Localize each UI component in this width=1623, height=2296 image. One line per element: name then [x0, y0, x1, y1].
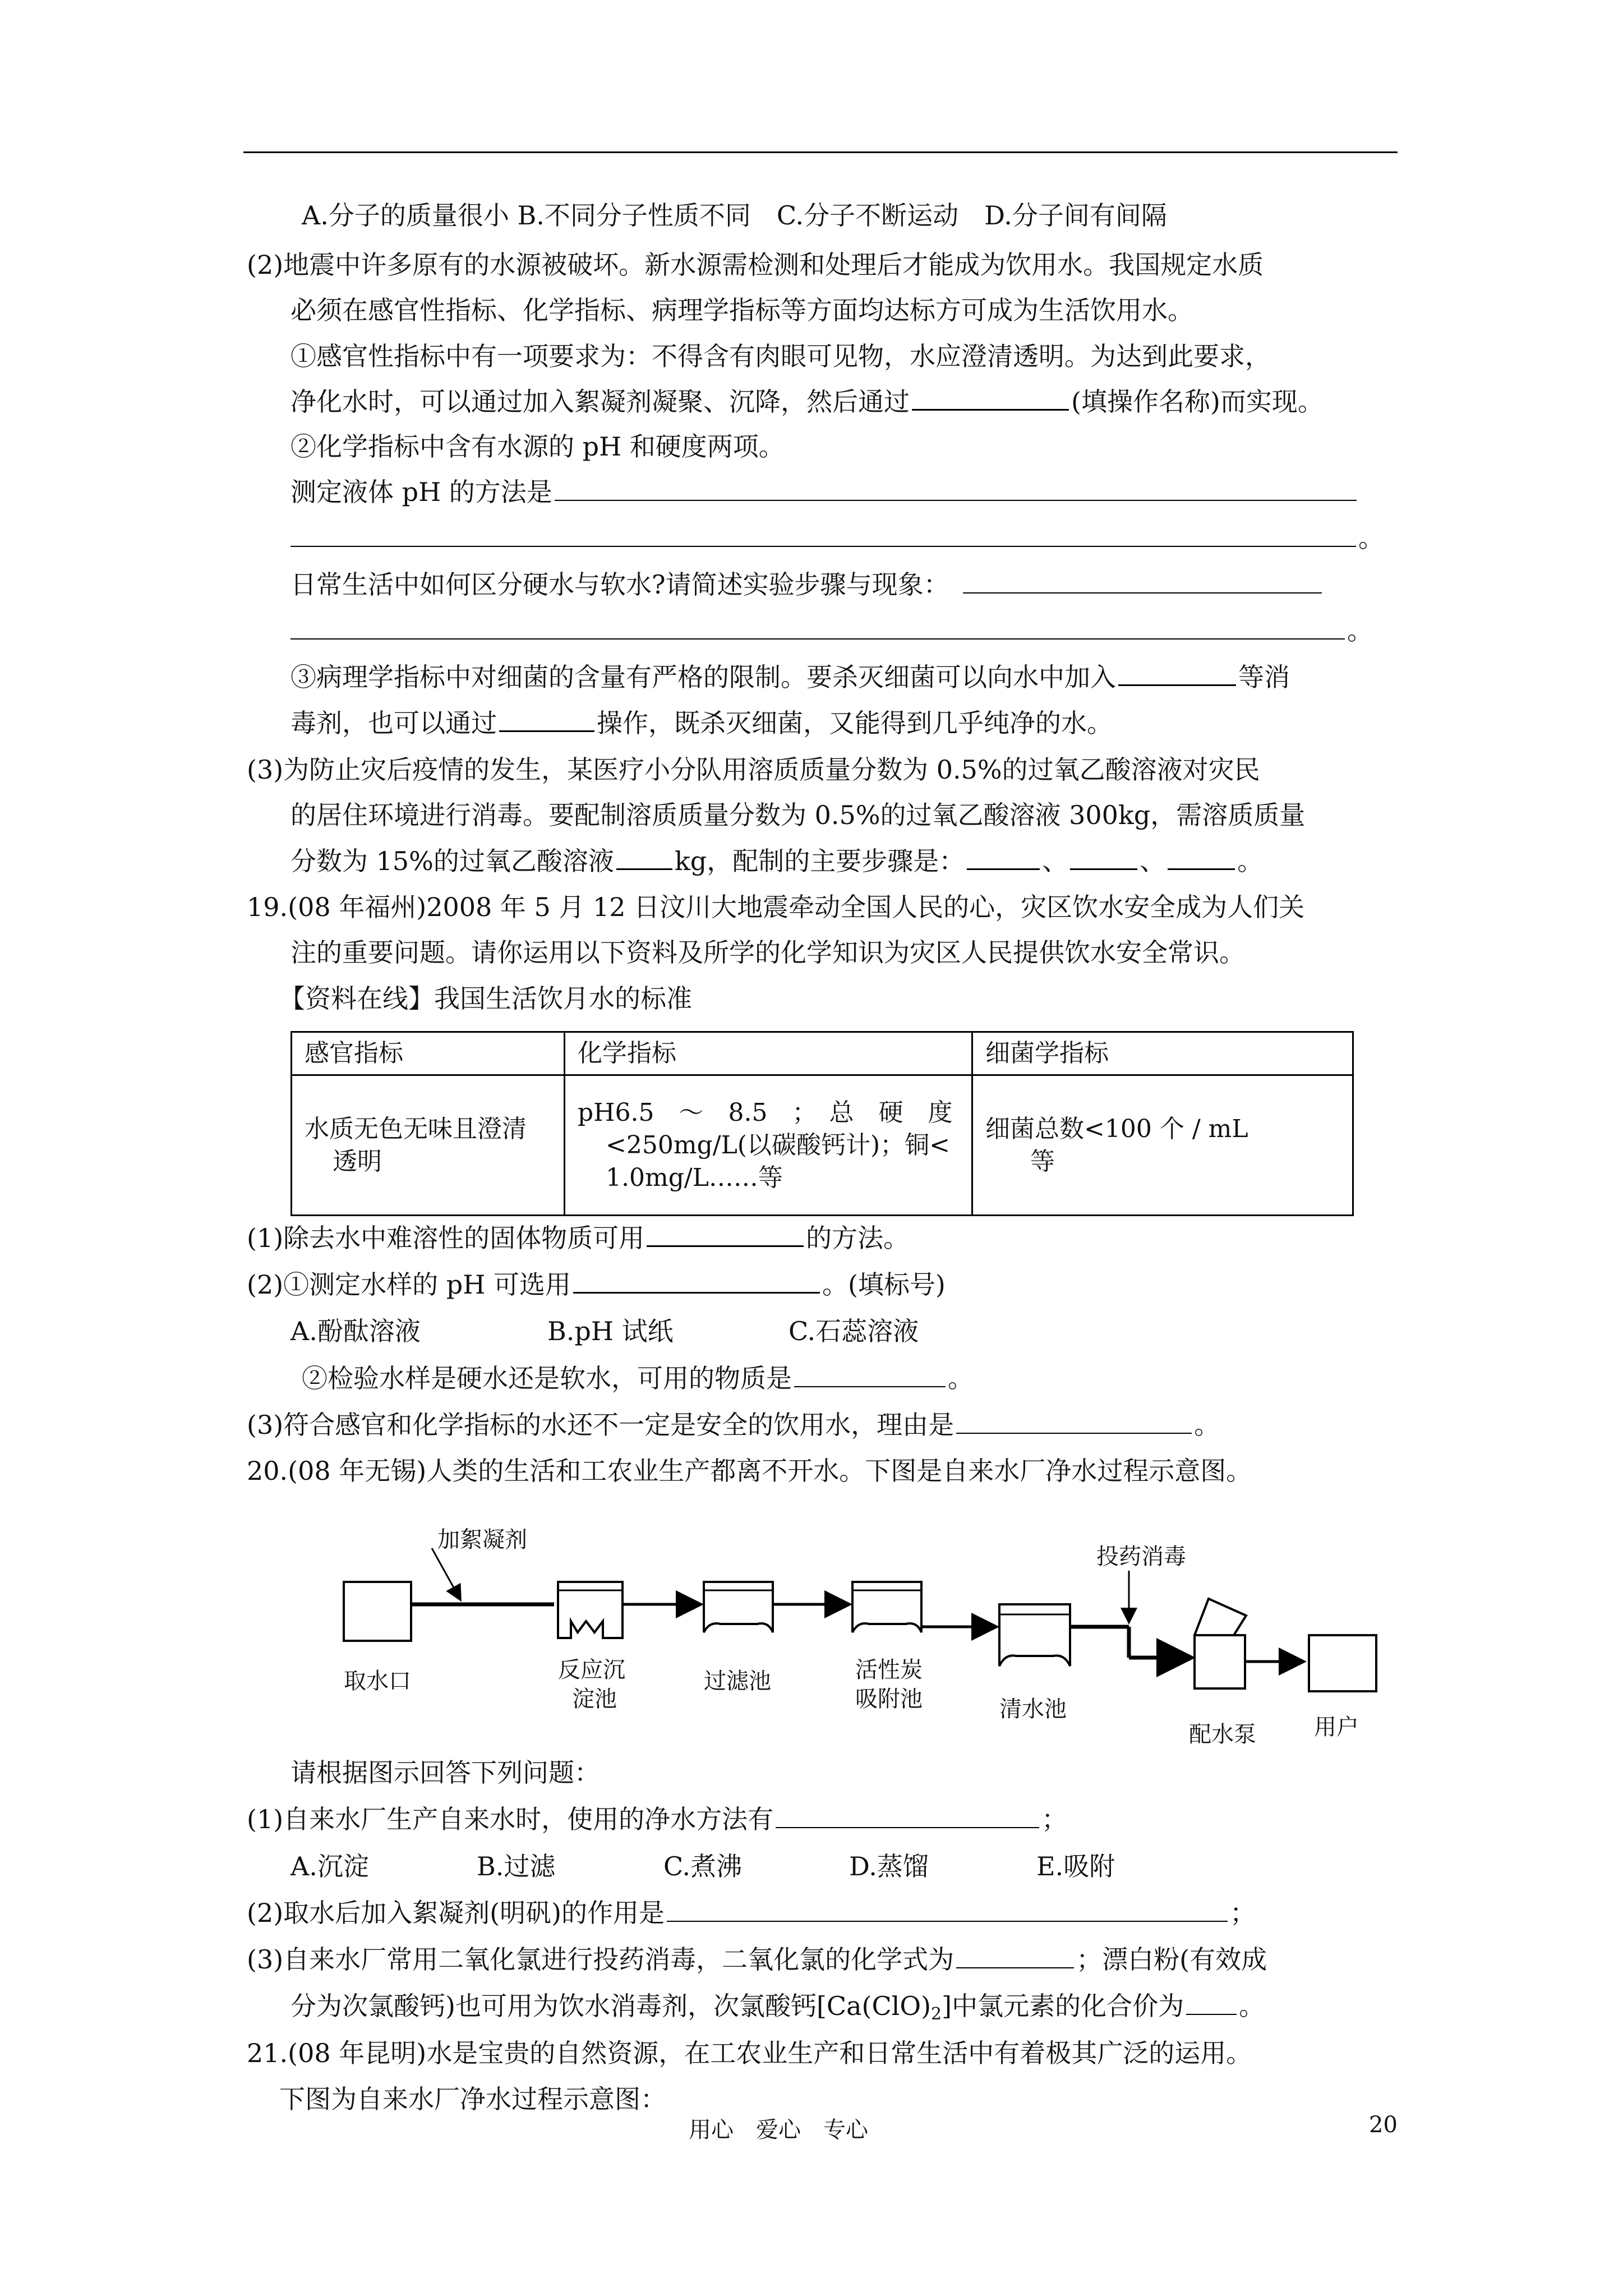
- label-carbon-1: 活性炭: [855, 1657, 923, 1683]
- q19-option-a: A.酚酞溶液: [291, 1316, 421, 1346]
- table-row: [292, 1075, 1353, 1216]
- q19-line1: 19.(08 年福州)2008 年 5 月 12 日汶川大地震牵动全国人民的心，灾区饮水安全成为人们关: [247, 892, 1305, 922]
- q20-line1: 20.(08 年无锡)人类的生活和工农业生产都离不开水。下图是自来水厂净水过程示意图。: [247, 1456, 1252, 1486]
- footer-motto: 用心 爱心 专心: [689, 2117, 868, 2143]
- label-clear: 清水池: [999, 1696, 1067, 1722]
- table-header: 感官指标: [292, 1032, 565, 1075]
- q20-option-d: D.蒸馏: [849, 1851, 929, 1881]
- q18-c2-line1: ②化学指标中含有水源的 pH 和硬度两项。: [291, 431, 785, 462]
- table-header: 化学指标: [565, 1032, 972, 1075]
- answer-blank[interactable]: [291, 522, 1356, 547]
- q18-c3-line2: 毒剂，也可以通过 操作，既杀灭细菌，又能得到几乎纯净的水。: [291, 708, 1113, 738]
- user-box: [1309, 1635, 1376, 1691]
- q18-part3-line3: 分数为 15%的过氧乙酸溶液 kg，配制的主要步骤是： 、 、 。: [291, 846, 1264, 876]
- q19-option-c: C.石蕊溶液: [789, 1316, 919, 1346]
- answer-blank[interactable]: [1118, 661, 1236, 686]
- q19-line2: 注的重要问题。请你运用以下资料及所学的化学知识为灾区人民提供饮水安全常识。: [291, 937, 1245, 968]
- answer-blank[interactable]: [956, 1409, 1192, 1434]
- flocculant-arrow: [432, 1548, 460, 1599]
- answer-blank[interactable]: [776, 1803, 1039, 1828]
- answer-blank[interactable]: [794, 1363, 946, 1387]
- intake-box: [344, 1582, 411, 1641]
- answer-blank[interactable]: [912, 385, 1069, 411]
- q21-line1: 21.(08 年昆明)水是宝贵的自然资源，在工农业生产和日常生活中有着极其广泛的运用。: [247, 2038, 1252, 2068]
- label-reaction-1: 反应沉: [558, 1657, 625, 1683]
- table-cell: 水质无色无味且澄清 透明: [292, 1075, 565, 1216]
- q19-material: 【资料在线】我国生活饮月水的标准: [279, 983, 692, 1014]
- answer-blank[interactable]: [616, 845, 672, 870]
- q18-c2-line4: 日常生活中如何区分硬水与软水?请简述实验步骤与现象：: [291, 568, 1324, 601]
- label-add-flocculant: 加絮凝剂: [437, 1527, 527, 1553]
- table-cell: 细菌总数<100 个 / mL 等: [972, 1075, 1353, 1216]
- answer-blank[interactable]: [1186, 1990, 1237, 2015]
- q18-c2-line2: 测定液体 pH 的方法是: [291, 475, 1359, 509]
- q18-c3-line1: ③病理学指标中对细菌的含量有严格的限制。要杀灭细菌可以向水中加入 等消: [291, 662, 1290, 692]
- q20-s2: (2)取水后加入絮凝剂(明矾)的作用是 ；: [247, 1898, 1256, 1928]
- water-standard-table: [291, 1031, 1354, 1216]
- clear-water-tank: [999, 1604, 1070, 1666]
- answer-blank[interactable]: [1070, 845, 1137, 870]
- q18-options: A.分子的质量很小 B.不同分子性质不同 C.分子不断运动 D.分子间有间隔: [302, 200, 1167, 231]
- q18-part3-line1: (3)为防止灾后疫情的发生，某医疗小分队用溶质质量分数为 0.5%的过氧乙酸溶液对灾民: [247, 754, 1260, 785]
- reaction-tank: [558, 1582, 623, 1638]
- q19-option-b: B.pH 试纸: [547, 1316, 674, 1346]
- answer-blank[interactable]: [499, 707, 594, 732]
- carbon-adsorption-tank: [852, 1582, 921, 1632]
- label-intake: 取水口: [344, 1668, 411, 1694]
- answer-blank[interactable]: [667, 1897, 1228, 1922]
- answer-blank[interactable]: [963, 569, 1322, 593]
- label-dose: 投药消毒: [1096, 1544, 1186, 1570]
- q19-s2c: ②检验水样是硬水还是软水，可用的物质是 。: [302, 1363, 974, 1393]
- label-filter: 过滤池: [704, 1668, 771, 1694]
- q20-s3-line2: 分为次氯酸钙)也可用为饮水消毒剂，次氯酸钙$[Ca(ClO)_2]$中氯元素的化合价为 。: [291, 1991, 1265, 2024]
- q18-part2-line1: (2)地震中许多原有的水源被破坏。新水源需检测和处理后才能成为饮用水。我国规定水质: [247, 250, 1264, 280]
- q20-s1: (1)自来水厂生产自来水时，使用的净水方法有 ；: [247, 1804, 1068, 1834]
- answer-blank[interactable]: [555, 476, 1357, 501]
- table-cell: pH6.5 ～ 8.5 ； 总 硬 度 <250mg/L(以碳酸钙计)；铜< 1.0mg/L……等: [565, 1075, 972, 1216]
- q20-option-b: B.过滤: [477, 1851, 556, 1881]
- q18-c2-line3: 。: [291, 521, 1384, 555]
- answer-blank[interactable]: [1168, 845, 1235, 870]
- label-reaction-2: 淀池: [572, 1686, 617, 1712]
- water-treatment-flow-diagram: [336, 1526, 1402, 1767]
- q20-option-a: A.沉淀: [291, 1851, 369, 1881]
- q19-s3: (3)符合感官和化学指标的水还不一定是安全的饮用水，理由是 。: [247, 1410, 1220, 1440]
- answer-blank[interactable]: [956, 1944, 1074, 1968]
- label-user: 用户: [1314, 1714, 1359, 1740]
- q18-c2-line5: 。: [291, 614, 1373, 647]
- q18-c1-line2: 净化水时，可以通过加入絮凝剂凝聚、沉降，然后通过 (填操作名称)而实现。: [291, 386, 1324, 417]
- q20-prompt: 请根据图示回答下列问题：: [291, 1757, 600, 1788]
- q19-s1: (1)除去水中难溶性的固体物质可用 的方法。: [247, 1223, 910, 1253]
- answer-blank[interactable]: [573, 1268, 820, 1294]
- header-rule: [243, 151, 1398, 153]
- q18-part3-line2: 的居住环境进行消毒。要配制溶质质量分数为 0.5%的过氧乙酸溶液 300kg，需溶质质量: [291, 800, 1306, 830]
- table-header: 细菌学指标: [972, 1032, 1353, 1075]
- pump-icon: [1195, 1599, 1246, 1688]
- q18-part2-line2: 必须在感官性指标、化学指标、病理学指标等方面均达标方可成为生活饮用水。: [291, 295, 1193, 325]
- label-carbon-2: 吸附池: [855, 1686, 923, 1712]
- table-header-row: [292, 1032, 1353, 1075]
- q21-line2: 下图为自来水厂净水过程示意图：: [279, 2084, 666, 2114]
- answer-blank[interactable]: [291, 615, 1345, 639]
- label-pump: 配水泵: [1189, 1722, 1256, 1747]
- q20-option-e: E.吸附: [1036, 1851, 1115, 1881]
- q19-s2: (2)①测定水样的 pH 可选用 。(填标号): [247, 1269, 946, 1300]
- answer-blank[interactable]: [647, 1222, 804, 1247]
- page-number: 20: [1369, 2112, 1398, 2138]
- q18-c1-line1: ①感官性指标中有一项要求为：不得含有肉眼可见物，水应澄清透明。为达到此要求，: [291, 341, 1271, 371]
- answer-blank[interactable]: [967, 845, 1040, 870]
- filter-tank: [704, 1582, 773, 1632]
- q20-s3-line1: (3)自来水厂常用二氧化氯进行投药消毒，二氧化氯的化学式为 ；漂白粉(有效成: [247, 1944, 1267, 1975]
- q20-option-c: C.煮沸: [663, 1851, 743, 1881]
